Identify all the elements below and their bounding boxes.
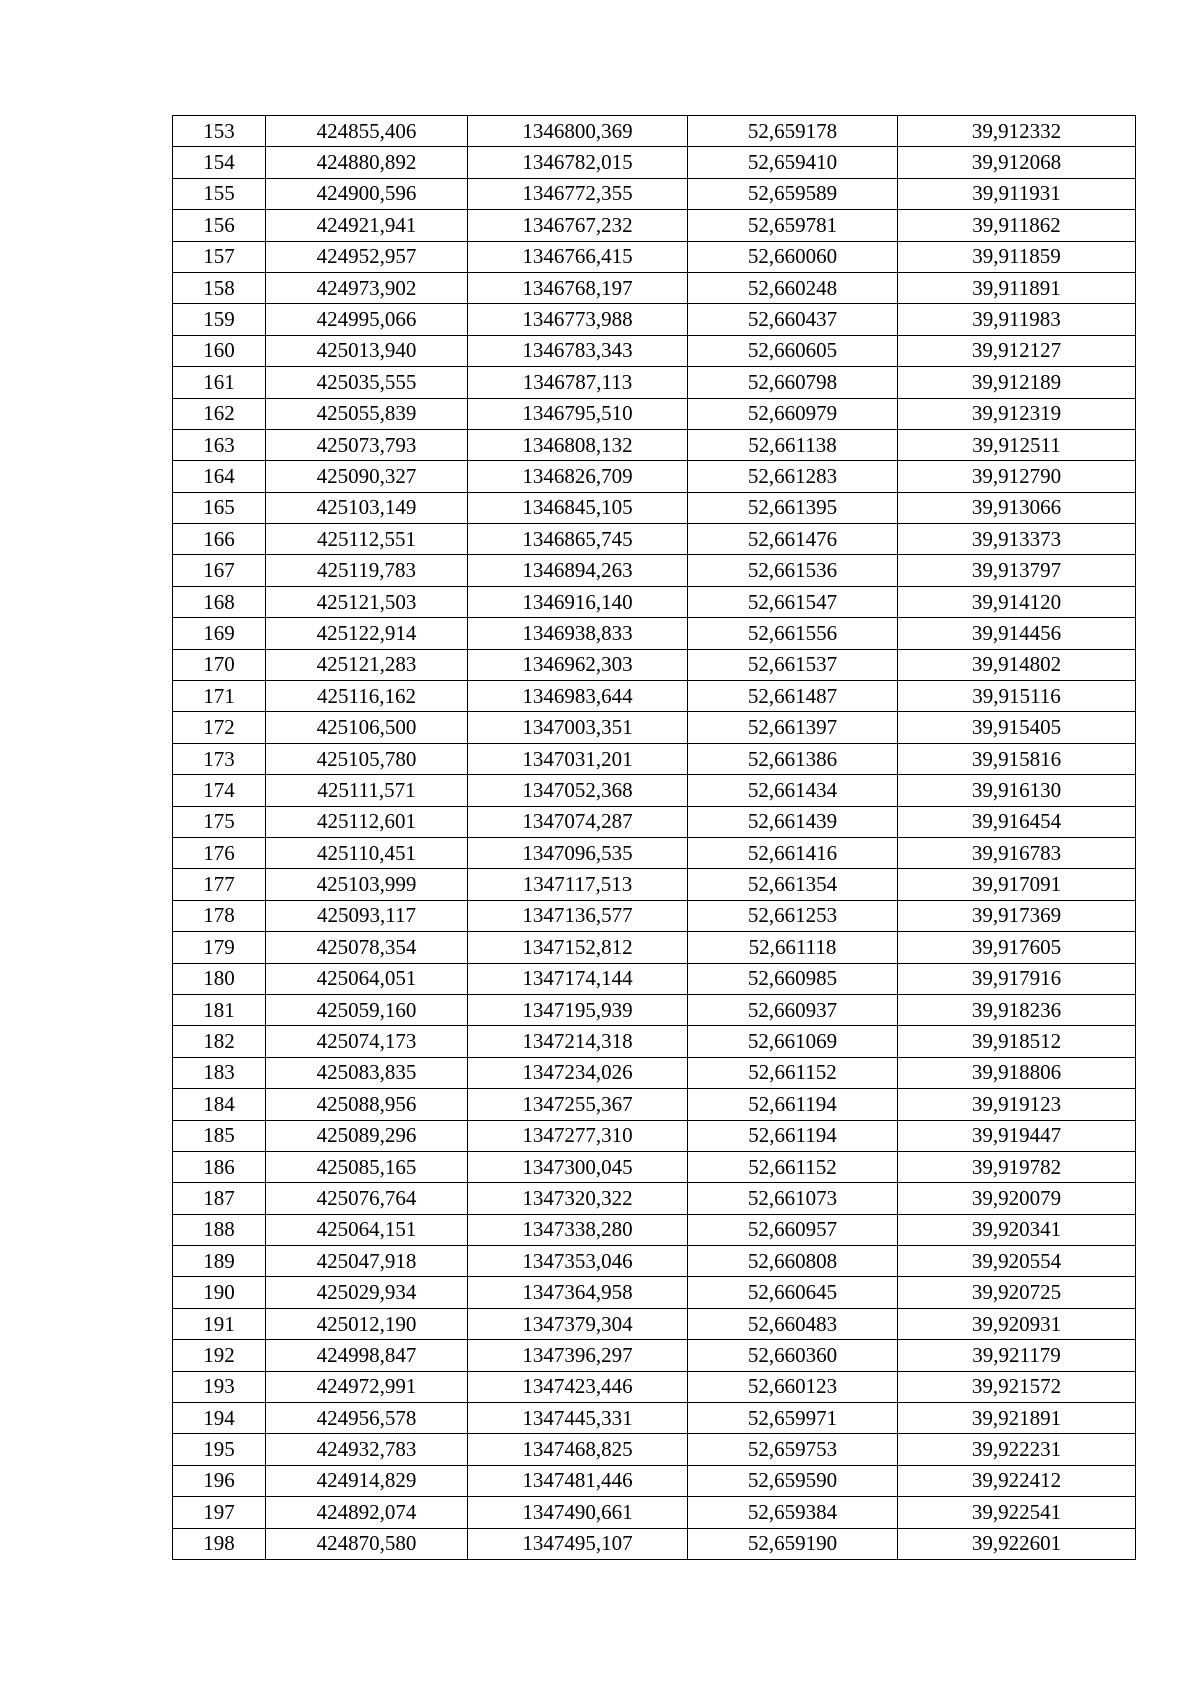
point-number-cell: 180 [173,963,266,994]
table-row [173,1465,1136,1496]
x-coordinate-cell: 425106,500 [266,712,468,743]
table-row [173,618,1136,649]
point-number-cell: 162 [173,398,266,429]
longitude-cell: 39,916454 [898,806,1136,837]
y-coordinate-cell: 1347495,107 [468,1528,688,1559]
latitude-cell: 52,661152 [688,1057,898,1088]
table-row [173,1308,1136,1339]
point-number-cell: 194 [173,1403,266,1434]
longitude-cell: 39,918806 [898,1057,1136,1088]
x-coordinate-cell: 424932,783 [266,1434,468,1465]
point-number-cell: 191 [173,1308,266,1339]
longitude-cell: 39,912790 [898,461,1136,492]
longitude-cell: 39,920931 [898,1308,1136,1339]
table-row [173,178,1136,209]
longitude-cell: 39,911862 [898,210,1136,241]
x-coordinate-cell: 425119,783 [266,555,468,586]
y-coordinate-cell: 1347117,513 [468,869,688,900]
y-coordinate-cell: 1347364,958 [468,1277,688,1308]
table-row [173,429,1136,460]
table-row [173,398,1136,429]
x-coordinate-cell: 425093,117 [266,900,468,931]
point-number-cell: 189 [173,1246,266,1277]
latitude-cell: 52,661476 [688,524,898,555]
point-number-cell: 195 [173,1434,266,1465]
latitude-cell: 52,660437 [688,304,898,335]
longitude-cell: 39,920079 [898,1183,1136,1214]
table-row [173,1089,1136,1120]
point-number-cell: 193 [173,1371,266,1402]
x-coordinate-cell: 424972,991 [266,1371,468,1402]
y-coordinate-cell: 1347052,368 [468,775,688,806]
latitude-cell: 52,660798 [688,367,898,398]
y-coordinate-cell: 1346767,232 [468,210,688,241]
x-coordinate-cell: 425047,918 [266,1246,468,1277]
longitude-cell: 39,912189 [898,367,1136,398]
y-coordinate-cell: 1346773,988 [468,304,688,335]
table-row [173,932,1136,963]
x-coordinate-cell: 424973,902 [266,272,468,303]
point-number-cell: 157 [173,241,266,272]
table-row [173,1214,1136,1245]
table-row [173,994,1136,1025]
point-number-cell: 186 [173,1151,266,1182]
x-coordinate-cell: 425105,780 [266,743,468,774]
table-row [173,1528,1136,1559]
point-number-cell: 153 [173,116,266,147]
x-coordinate-cell: 425122,914 [266,618,468,649]
point-number-cell: 154 [173,147,266,178]
x-coordinate-cell: 425111,571 [266,775,468,806]
y-coordinate-cell: 1346772,355 [468,178,688,209]
y-coordinate-cell: 1347255,367 [468,1089,688,1120]
longitude-cell: 39,914802 [898,649,1136,680]
longitude-cell: 39,912319 [898,398,1136,429]
x-coordinate-cell: 425103,999 [266,869,468,900]
latitude-cell: 52,660360 [688,1340,898,1371]
latitude-cell: 52,660979 [688,398,898,429]
y-coordinate-cell: 1347490,661 [468,1497,688,1528]
y-coordinate-cell: 1347003,351 [468,712,688,743]
longitude-cell: 39,912068 [898,147,1136,178]
y-coordinate-cell: 1346962,303 [468,649,688,680]
table-row [173,900,1136,931]
point-number-cell: 181 [173,994,266,1025]
latitude-cell: 52,661397 [688,712,898,743]
latitude-cell: 52,659971 [688,1403,898,1434]
x-coordinate-cell: 425089,296 [266,1120,468,1151]
y-coordinate-cell: 1347074,287 [468,806,688,837]
latitude-cell: 52,660985 [688,963,898,994]
table-row [173,1434,1136,1465]
y-coordinate-cell: 1346894,263 [468,555,688,586]
longitude-cell: 39,922541 [898,1497,1136,1528]
y-coordinate-cell: 1347423,446 [468,1371,688,1402]
x-coordinate-cell: 424855,406 [266,116,468,147]
longitude-cell: 39,917091 [898,869,1136,900]
longitude-cell: 39,912511 [898,429,1136,460]
longitude-cell: 39,913066 [898,492,1136,523]
latitude-cell: 52,661194 [688,1089,898,1120]
longitude-cell: 39,916783 [898,837,1136,868]
point-number-cell: 171 [173,681,266,712]
point-number-cell: 197 [173,1497,266,1528]
latitude-cell: 52,659589 [688,178,898,209]
longitude-cell: 39,917605 [898,932,1136,963]
coordinates-table [172,115,1136,1560]
y-coordinate-cell: 1347234,026 [468,1057,688,1088]
longitude-cell: 39,922231 [898,1434,1136,1465]
y-coordinate-cell: 1347195,939 [468,994,688,1025]
y-coordinate-cell: 1346787,113 [468,367,688,398]
longitude-cell: 39,913373 [898,524,1136,555]
longitude-cell: 39,911931 [898,178,1136,209]
x-coordinate-cell: 425078,354 [266,932,468,963]
latitude-cell: 52,661536 [688,555,898,586]
y-coordinate-cell: 1347445,331 [468,1403,688,1434]
longitude-cell: 39,911891 [898,272,1136,303]
longitude-cell: 39,915116 [898,681,1136,712]
x-coordinate-cell: 425076,764 [266,1183,468,1214]
point-number-cell: 187 [173,1183,266,1214]
y-coordinate-cell: 1347096,535 [468,837,688,868]
longitude-cell: 39,918512 [898,1026,1136,1057]
point-number-cell: 184 [173,1089,266,1120]
point-number-cell: 198 [173,1528,266,1559]
x-coordinate-cell: 425121,503 [266,586,468,617]
longitude-cell: 39,921572 [898,1371,1136,1402]
x-coordinate-cell: 425116,162 [266,681,468,712]
latitude-cell: 52,660937 [688,994,898,1025]
table-row [173,492,1136,523]
latitude-cell: 52,661416 [688,837,898,868]
x-coordinate-cell: 425121,283 [266,649,468,680]
y-coordinate-cell: 1346938,833 [468,618,688,649]
table-row [173,1340,1136,1371]
point-number-cell: 170 [173,649,266,680]
point-number-cell: 177 [173,869,266,900]
table-row [173,241,1136,272]
table-row [173,335,1136,366]
x-coordinate-cell: 425103,149 [266,492,468,523]
table-row [173,1497,1136,1528]
point-number-cell: 173 [173,743,266,774]
latitude-cell: 52,659384 [688,1497,898,1528]
table-row [173,681,1136,712]
longitude-cell: 39,912332 [898,116,1136,147]
longitude-cell: 39,917369 [898,900,1136,931]
latitude-cell: 52,661354 [688,869,898,900]
point-number-cell: 167 [173,555,266,586]
x-coordinate-cell: 425029,934 [266,1277,468,1308]
table-row [173,649,1136,680]
y-coordinate-cell: 1346826,709 [468,461,688,492]
point-number-cell: 175 [173,806,266,837]
longitude-cell: 39,912127 [898,335,1136,366]
point-number-cell: 160 [173,335,266,366]
table-row [173,147,1136,178]
latitude-cell: 52,661283 [688,461,898,492]
y-coordinate-cell: 1347481,446 [468,1465,688,1496]
x-coordinate-cell: 425012,190 [266,1308,468,1339]
latitude-cell: 52,660808 [688,1246,898,1277]
y-coordinate-cell: 1347136,577 [468,900,688,931]
latitude-cell: 52,661253 [688,900,898,931]
y-coordinate-cell: 1347338,280 [468,1214,688,1245]
table-row [173,1183,1136,1214]
x-coordinate-cell: 425112,551 [266,524,468,555]
longitude-cell: 39,913797 [898,555,1136,586]
latitude-cell: 52,660123 [688,1371,898,1402]
point-number-cell: 188 [173,1214,266,1245]
y-coordinate-cell: 1347468,825 [468,1434,688,1465]
latitude-cell: 52,661487 [688,681,898,712]
x-coordinate-cell: 425055,839 [266,398,468,429]
y-coordinate-cell: 1347320,322 [468,1183,688,1214]
latitude-cell: 52,661434 [688,775,898,806]
table-row [173,1277,1136,1308]
point-number-cell: 165 [173,492,266,523]
point-number-cell: 156 [173,210,266,241]
y-coordinate-cell: 1346916,140 [468,586,688,617]
point-number-cell: 164 [173,461,266,492]
table-row [173,1026,1136,1057]
table-row [173,963,1136,994]
y-coordinate-cell: 1346782,015 [468,147,688,178]
point-number-cell: 166 [173,524,266,555]
point-number-cell: 169 [173,618,266,649]
point-number-cell: 178 [173,900,266,931]
longitude-cell: 39,921179 [898,1340,1136,1371]
y-coordinate-cell: 1347379,304 [468,1308,688,1339]
x-coordinate-cell: 424900,596 [266,178,468,209]
y-coordinate-cell: 1347277,310 [468,1120,688,1151]
longitude-cell: 39,920725 [898,1277,1136,1308]
latitude-cell: 52,661073 [688,1183,898,1214]
x-coordinate-cell: 424921,941 [266,210,468,241]
longitude-cell: 39,914120 [898,586,1136,617]
table-row [173,116,1136,147]
point-number-cell: 176 [173,837,266,868]
latitude-cell: 52,661386 [688,743,898,774]
point-number-cell: 190 [173,1277,266,1308]
point-number-cell: 183 [173,1057,266,1088]
table-row [173,524,1136,555]
x-coordinate-cell: 425013,940 [266,335,468,366]
point-number-cell: 179 [173,932,266,963]
y-coordinate-cell: 1347214,318 [468,1026,688,1057]
latitude-cell: 52,661152 [688,1151,898,1182]
latitude-cell: 52,661194 [688,1120,898,1151]
table-row [173,743,1136,774]
table-row [173,1246,1136,1277]
longitude-cell: 39,919447 [898,1120,1136,1151]
point-number-cell: 158 [173,272,266,303]
y-coordinate-cell: 1347300,045 [468,1151,688,1182]
latitude-cell: 52,661069 [688,1026,898,1057]
y-coordinate-cell: 1347396,297 [468,1340,688,1371]
longitude-cell: 39,920554 [898,1246,1136,1277]
y-coordinate-cell: 1346845,105 [468,492,688,523]
x-coordinate-cell: 424995,066 [266,304,468,335]
point-number-cell: 192 [173,1340,266,1371]
latitude-cell: 52,661537 [688,649,898,680]
point-number-cell: 159 [173,304,266,335]
table-row [173,1403,1136,1434]
longitude-cell: 39,916130 [898,775,1136,806]
point-number-cell: 182 [173,1026,266,1057]
table-row [173,210,1136,241]
point-number-cell: 174 [173,775,266,806]
latitude-cell: 52,659781 [688,210,898,241]
y-coordinate-cell: 1346795,510 [468,398,688,429]
latitude-cell: 52,660605 [688,335,898,366]
table-row [173,367,1136,398]
x-coordinate-cell: 425064,051 [266,963,468,994]
latitude-cell: 52,661118 [688,932,898,963]
latitude-cell: 52,660645 [688,1277,898,1308]
table-row [173,1151,1136,1182]
point-number-cell: 172 [173,712,266,743]
table-row [173,1371,1136,1402]
longitude-cell: 39,919123 [898,1089,1136,1120]
table-row [173,1057,1136,1088]
x-coordinate-cell: 425073,793 [266,429,468,460]
latitude-cell: 52,660957 [688,1214,898,1245]
table-row [173,555,1136,586]
latitude-cell: 52,659178 [688,116,898,147]
x-coordinate-cell: 425110,451 [266,837,468,868]
table-row [173,461,1136,492]
point-number-cell: 161 [173,367,266,398]
longitude-cell: 39,918236 [898,994,1136,1025]
y-coordinate-cell: 1346865,745 [468,524,688,555]
point-number-cell: 163 [173,429,266,460]
latitude-cell: 52,661556 [688,618,898,649]
table-row [173,586,1136,617]
longitude-cell: 39,922601 [898,1528,1136,1559]
latitude-cell: 52,661395 [688,492,898,523]
latitude-cell: 52,660060 [688,241,898,272]
x-coordinate-cell: 425035,555 [266,367,468,398]
latitude-cell: 52,660248 [688,272,898,303]
x-coordinate-cell: 425085,165 [266,1151,468,1182]
y-coordinate-cell: 1347353,046 [468,1246,688,1277]
latitude-cell: 52,659410 [688,147,898,178]
longitude-cell: 39,911983 [898,304,1136,335]
point-number-cell: 196 [173,1465,266,1496]
y-coordinate-cell: 1347174,144 [468,963,688,994]
y-coordinate-cell: 1346983,644 [468,681,688,712]
x-coordinate-cell: 424914,829 [266,1465,468,1496]
x-coordinate-cell: 425074,173 [266,1026,468,1057]
latitude-cell: 52,659190 [688,1528,898,1559]
latitude-cell: 52,661547 [688,586,898,617]
x-coordinate-cell: 425064,151 [266,1214,468,1245]
table-body [173,116,1136,1560]
y-coordinate-cell: 1346768,197 [468,272,688,303]
y-coordinate-cell: 1347152,812 [468,932,688,963]
latitude-cell: 52,659590 [688,1465,898,1496]
x-coordinate-cell: 424952,957 [266,241,468,272]
table-row [173,272,1136,303]
longitude-cell: 39,921891 [898,1403,1136,1434]
x-coordinate-cell: 425088,956 [266,1089,468,1120]
table-row [173,775,1136,806]
x-coordinate-cell: 424870,580 [266,1528,468,1559]
longitude-cell: 39,911859 [898,241,1136,272]
x-coordinate-cell: 424892,074 [266,1497,468,1528]
latitude-cell: 52,659753 [688,1434,898,1465]
table-row [173,304,1136,335]
y-coordinate-cell: 1346808,132 [468,429,688,460]
point-number-cell: 168 [173,586,266,617]
x-coordinate-cell: 424880,892 [266,147,468,178]
x-coordinate-cell: 425083,835 [266,1057,468,1088]
y-coordinate-cell: 1346783,343 [468,335,688,366]
x-coordinate-cell: 425090,327 [266,461,468,492]
x-coordinate-cell: 424956,578 [266,1403,468,1434]
x-coordinate-cell: 424998,847 [266,1340,468,1371]
longitude-cell: 39,914456 [898,618,1136,649]
y-coordinate-cell: 1347031,201 [468,743,688,774]
latitude-cell: 52,660483 [688,1308,898,1339]
table-row [173,712,1136,743]
table-row [173,806,1136,837]
y-coordinate-cell: 1346766,415 [468,241,688,272]
longitude-cell: 39,915816 [898,743,1136,774]
x-coordinate-cell: 425059,160 [266,994,468,1025]
latitude-cell: 52,661138 [688,429,898,460]
point-number-cell: 155 [173,178,266,209]
table-row [173,837,1136,868]
longitude-cell: 39,919782 [898,1151,1136,1182]
point-number-cell: 185 [173,1120,266,1151]
longitude-cell: 39,922412 [898,1465,1136,1496]
table-row [173,869,1136,900]
y-coordinate-cell: 1346800,369 [468,116,688,147]
x-coordinate-cell: 425112,601 [266,806,468,837]
longitude-cell: 39,915405 [898,712,1136,743]
longitude-cell: 39,917916 [898,963,1136,994]
table-row [173,1120,1136,1151]
longitude-cell: 39,920341 [898,1214,1136,1245]
latitude-cell: 52,661439 [688,806,898,837]
